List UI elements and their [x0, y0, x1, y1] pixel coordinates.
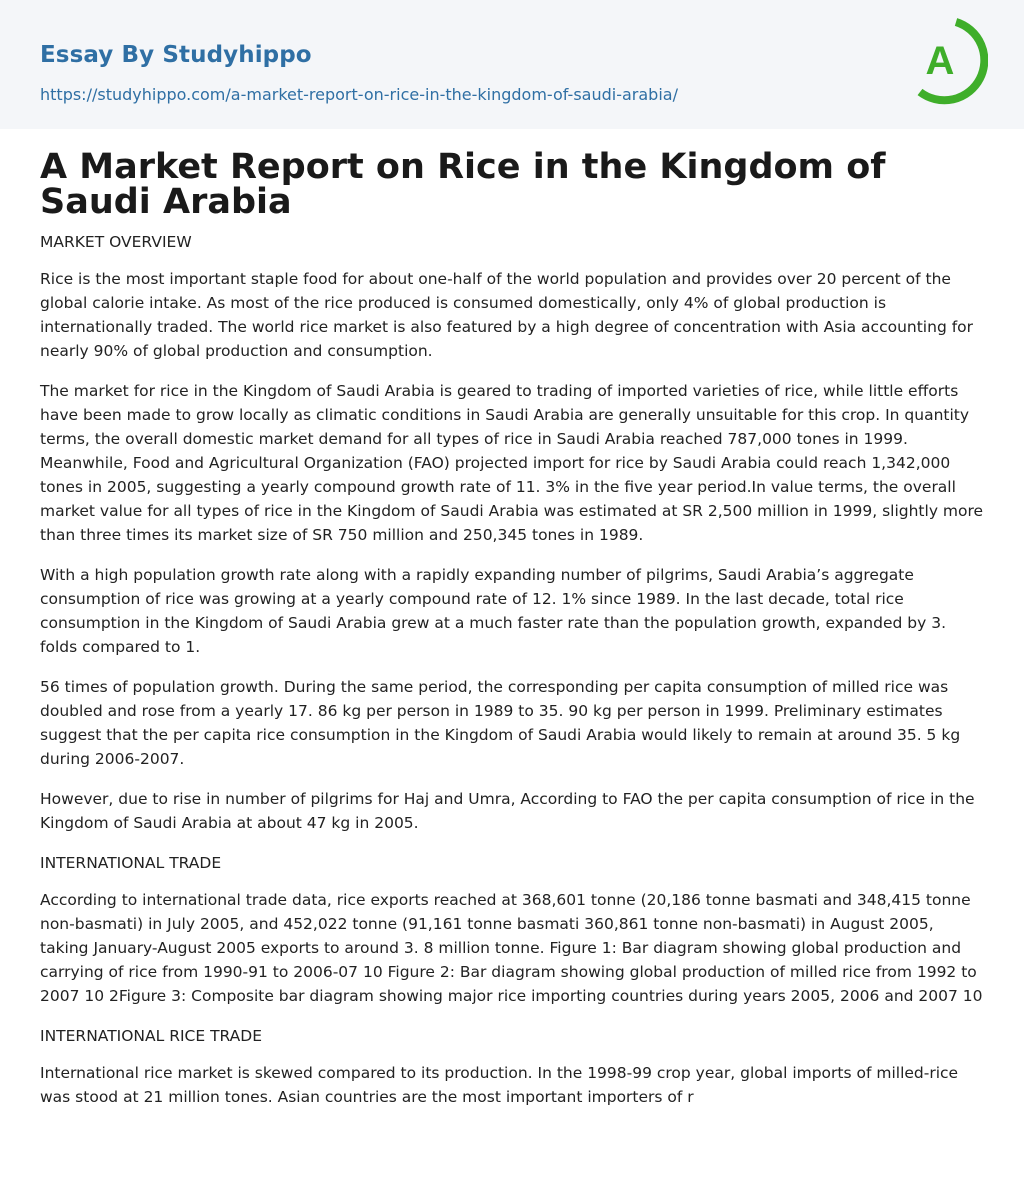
paragraph: However, due to rise in number of pilgrims for Haj and Umra, According to FAO the per capita consumption of rice in the Kingdom of Saudi Arabia at about 47 kg in 2005. [40, 790, 975, 832]
paragraph: With a high population growth rate along with a rapidly expanding number of pilgrims, Saudi Arabia’s aggregate consumption of rice was growing at a yearly compound rate of 12. 1% since 1989. In the last decade, total rice consumption in the Kingdom of Saudi Arabia grew at a much faster rate than the population growth, expanded by 3. folds compared to 1. [40, 566, 946, 656]
article-body [40, 230, 986, 1125]
section-heading-international-trade: INTERNATIONAL TRADE [40, 854, 222, 872]
paragraph: International rice market is skewed compared to its production. In the 1998-99 crop year, global imports of milled-rice was stood at 21 million tones. Asian countries are the most important importers of r [40, 1064, 959, 1106]
section-heading-market-overview: MARKET OVERVIEW [40, 233, 192, 251]
site-brand[interactable]: Essay By Studyhippo [40, 42, 312, 68]
article-title: A Market Report on Rice in the Kingdom of Saudi Arabia [40, 147, 886, 222]
site-header [0, 0, 1024, 129]
studyhippo-logo-icon[interactable] [910, 18, 988, 106]
paragraph: 56 times of population growth. During the same period, the corresponding per capita consumption of milled rice was doubled and rose from a yearly 17. 86 kg per person in 1989 to 35. 90 kg per person in 1999. Preliminary estimates suggest that the per capita rice consumption in the Kingdom of Saudi Arabia would likely to remain at around 35. 5 kg during 2006-2007. [40, 678, 961, 768]
paragraph: Rice is the most important staple food for about one-half of the world population and provides over 20 percent of the global calorie intake. As most of the rice produced is consumed domestically, only 4% of global production is internationally traded. The world rice market is also featured by a high degree of concentration with Asia accounting for nearly 90% of global production and consumption. [40, 270, 974, 360]
section-heading-international-rice-trade: INTERNATIONAL RICE TRADE [40, 1027, 263, 1045]
paragraph: The market for rice in the Kingdom of Saudi Arabia is geared to trading of imported varieties of rice, while little efforts have been made to grow locally as climatic conditions in Saudi Arabia are generally unsuitable for this crop. In quantity terms, the overall domestic market demand for all types of rice in Saudi Arabia reached 787,000 tones in 1999. Meanwhile, Food and Agricultural Organization (FAO) projected import for rice by Saudi Arabia could reach 1,342,000 tones in 2005, suggesting a yearly compound growth rate of 11. 3% in the five year period.In value terms, the overall market value for all types of rice in the Kingdom of Saudi Arabia was estimated at SR 2,500 million in 1999, slightly more than three times its market size of SR 750 million and 250,345 tones in 1989. [40, 382, 984, 544]
page-url-link[interactable]: https://studyhippo.com/a-market-report-on-rice-in-the-kingdom-of-saudi-arabia/ [40, 85, 678, 104]
logo-letter: A [925, 39, 955, 83]
paragraph: According to international trade data, rice exports reached at 368,601 tonne (20,186 tonne basmati and 348,415 tonne non-basmati) in July 2005, and 452,022 tonne (91,161 tonne basmati 360,861 tonne non-basmati) in August 2005, taking January-August 2005 exports to around 3. 8 million tonne. Figure 1: Bar diagram showing global production and carrying of rice from 1990-91 to 2006-07 10 Figure 2: Bar diagram showing global production of milled rice from 1992 to 2007 10 2Figure 3: Composite bar diagram showing major rice importing countries during years 2005, 2006 and 2007 10 [40, 891, 983, 1005]
